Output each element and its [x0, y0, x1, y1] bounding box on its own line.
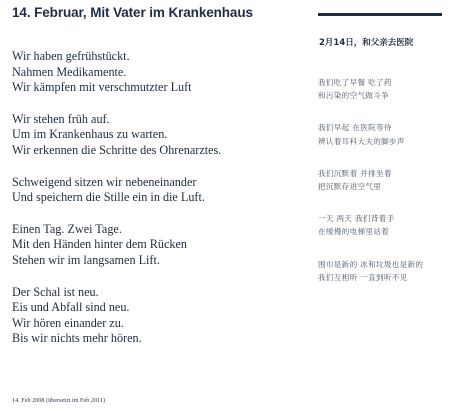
- poem-german: [12, 49, 221, 347]
- poem-line: Wir stehen früh auf.: [12, 111, 110, 126]
- stanza: [12, 112, 221, 159]
- stanza: [12, 49, 221, 96]
- poem-line: Eis und Abfall sind neu.: [12, 300, 130, 315]
- poem-line-chinese: 我们互相听 一直到听不见: [318, 272, 408, 282]
- poem-line: Mit den Händen hinter dem Rücken: [12, 237, 187, 252]
- poem-line-chinese: 在缓慢的电梯里站着: [318, 227, 390, 237]
- poem-line: Schweigend sitzen wir nebeneinander: [12, 174, 197, 189]
- poem-line-chinese: 我们早起 在医院等待: [318, 123, 392, 133]
- stanza-chinese: [318, 212, 423, 238]
- poem-line-chinese: 我们吃了早餐 吃了药: [318, 78, 392, 87]
- stanza-chinese: [318, 76, 423, 102]
- poem-line: Bis wir nichts mehr hören.: [12, 331, 142, 346]
- poem-line-chinese: 辨认着耳科大夫的脚步声: [318, 136, 405, 146]
- poem-line: Stehen wir im langsamen Lift.: [12, 252, 160, 267]
- date-footnote: 14. Feb 2008 (übersetzt im Feb 2011): [12, 397, 106, 404]
- poem-title-chinese: 2月14日，和父亲去医院: [319, 38, 414, 48]
- stanza-chinese: [318, 121, 423, 147]
- poem-chinese: [318, 76, 423, 284]
- poem-line: Wir hören einander zu.: [12, 315, 124, 330]
- poem-line: Wir haben gefrühstückt.: [12, 49, 130, 63]
- poem-line-chinese: 我们沉默着 并排坐着: [318, 168, 392, 178]
- poem-line-chinese: 一天 两天 我们背着手: [318, 214, 395, 224]
- poem-line: Nahmen Medikamente.: [12, 64, 127, 79]
- title-rule: [318, 13, 442, 16]
- poem-line: Um im Krankenhaus zu warten.: [12, 127, 168, 142]
- stanza: [12, 175, 221, 206]
- stanza-chinese: [318, 167, 423, 193]
- poem-line: Der Schal ist neu.: [12, 284, 99, 299]
- poem-line: Wir kämpfen mit verschmutzter Luft: [12, 80, 192, 95]
- poem-line: Und speichern die Stille ein in die Luft.: [12, 190, 205, 205]
- poem-line: Wir erkennen die Schritte des Ohrenarztes.: [12, 142, 222, 157]
- poem-title: 14. Februar, Mit Vater im Krankenhaus: [12, 5, 253, 20]
- poem-line-chinese: 把沉默存进空气里: [318, 182, 382, 192]
- stanza: [12, 222, 221, 269]
- poem-line-chinese: 围巾是新的 冰和垃圾也是新的: [318, 259, 424, 269]
- stanza: [12, 285, 221, 347]
- poem-line-chinese: 和污染的空气做斗争: [318, 91, 390, 101]
- poem-line: Einen Tag. Zwei Tage.: [12, 221, 122, 236]
- stanza-chinese: [318, 258, 423, 284]
